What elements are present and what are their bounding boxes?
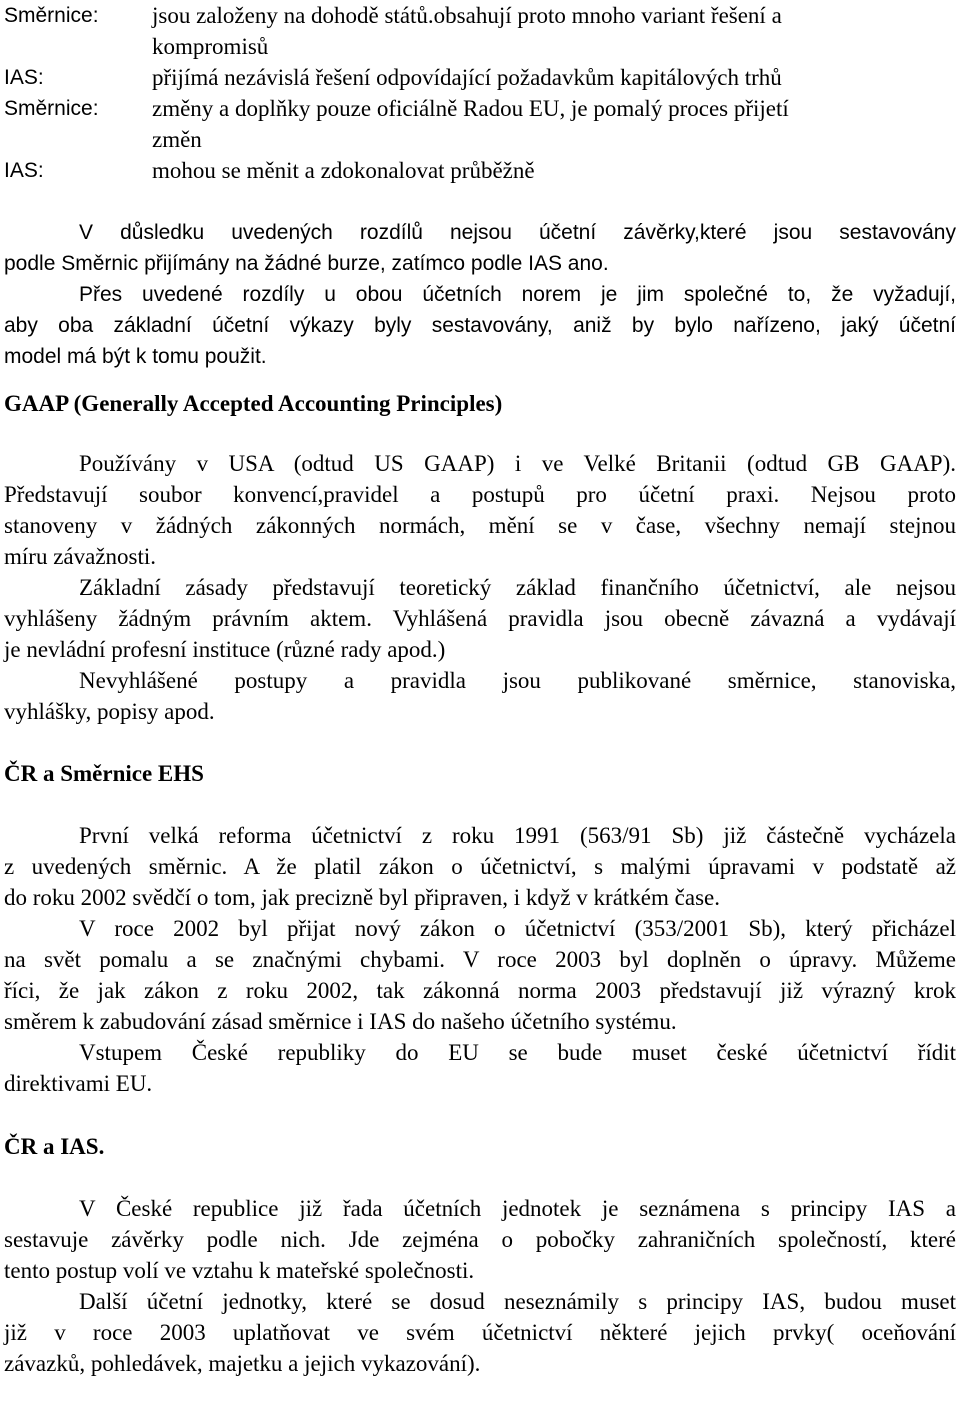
cr-ehs-section [4,758,956,1099]
text-line: směrem k zabudování zásad směrnice i IAS do našeho účetního systému. [4,1009,677,1034]
text-line: vyhlášky, popisy apod. [4,699,215,724]
text-line: Další účetní jednotky, které se dosud neseznámily s principy IAS, budou muset [79,1289,956,1314]
text-line: Používány v USA (odtud US GAAP) i ve Velké Britanii (odtud GB GAAP). [79,451,956,476]
comparison-list [4,0,956,186]
text-line: stanoveny v žádných zákonných normách, mění se v čase, všechny nemají stejnou [4,513,956,538]
gaap-section [4,388,956,727]
text-line: model má být k tomu použit. [4,345,267,368]
comparison-text: změn [152,127,202,152]
text-line: podle Směrnic přijímány na žádné burze, zatímco podle IAS ano. [4,252,609,275]
comparison-row [4,31,956,62]
comparison-label: Směrnice: [4,4,99,27]
text-line: Přes uvedené rozdíly u obou účetních norem je jim společné to, že vyžadují, [79,283,956,306]
intro-paragraph [4,217,956,372]
text-line: tento postup volí ve vztahu k mateřské společnosti. [4,1258,475,1283]
text-line: na svět pomalu a se značnými chybami. V roce 2003 byl doplněn o úpravy. Můžeme [4,947,956,972]
text-line: do roku 2002 svědčí o tom, jak precizně byl připraven, i když v krátkém čase. [4,885,720,910]
text-line: V roce 2002 byl přijat nový zákon o účetnictví (353/2001 Sb), který přicházel [79,916,956,941]
document-page [4,0,956,1379]
text-line: již v roce 2003 uplatňovat ve svém účetnictví některé jejich prvky( oceňování [4,1320,956,1345]
section-heading: ČR a IAS. [4,1134,105,1159]
comparison-label: IAS: [4,159,44,182]
text-line: z uvedených směrnic. A že platil zákon o účetnictví, s malými úpravami v podstatě až [4,854,956,879]
text-line: direktivami EU. [4,1071,153,1096]
text-line: V České republice již řada účetních jednotek je seznámena s principy IAS a [79,1196,956,1221]
section-heading: GAAP (Generally Accepted Accounting Principles) [4,391,503,416]
text-line: míru závažnosti. [4,544,157,569]
comparison-text: přijímá nezávislá řešení odpovídající požadavkům kapitálových trhů [152,65,782,90]
cr-ias-section [4,1131,956,1379]
text-line: vyhlášeny žádným právním aktem. Vyhlášená pravidla jsou obecně závazná a vydávají [4,606,956,631]
text-line: sestavuje závěrky podle nich. Jde zejména o pobočky zahraničních společností, které [4,1227,956,1252]
comparison-text: jsou založeny na dohodě států.obsahují proto mnoho variant řešení a [152,3,782,28]
text-line: je nevládní profesní instituce (různé rady apod.) [4,637,446,662]
text-line: aby oba základní účetní výkazy byly sestavovány, aniž by bylo nařízeno, jaký účetní [4,314,956,337]
text-line: Nevyhlášené postupy a pravidla jsou publikované směrnice, stanoviska, [79,668,956,693]
comparison-row [4,93,956,124]
comparison-row [4,155,956,186]
text-line: říci, že jak zákon z roku 2002, tak zákonná norma 2003 představují již výrazný krok [4,978,956,1003]
comparison-row [4,0,956,31]
text-line: Základní zásady představují teoretický základ finančního účetnictví, ale nejsou [79,575,956,600]
comparison-text: kompromisů [152,34,269,59]
section-heading: ČR a Směrnice EHS [4,761,204,786]
comparison-label: Směrnice: [4,97,99,120]
text-line: Vstupem České republiky do EU se bude muset české účetnictví řídit [79,1040,956,1065]
text-line: závazků, pohledávek, majetku a jejich vykazování). [4,1351,481,1376]
comparison-text: mohou se měnit a zdokonalovat průběžně [152,158,535,183]
comparison-label: IAS: [4,66,44,89]
comparison-row [4,124,956,155]
comparison-row [4,62,956,93]
text-line: Představují soubor konvencí,pravidel a postupů pro účetní praxi. Nejsou proto [4,482,956,507]
comparison-text: změny a doplňky pouze oficiálně Radou EU, je pomalý proces přijetí [152,96,789,121]
text-line: První velká reforma účetnictví z roku 1991 (563/91 Sb) již částečně vycházela [79,823,956,848]
text-line: V důsledku uvedených rozdílů nejsou účetní závěrky,které jsou sestavovány [79,221,956,244]
